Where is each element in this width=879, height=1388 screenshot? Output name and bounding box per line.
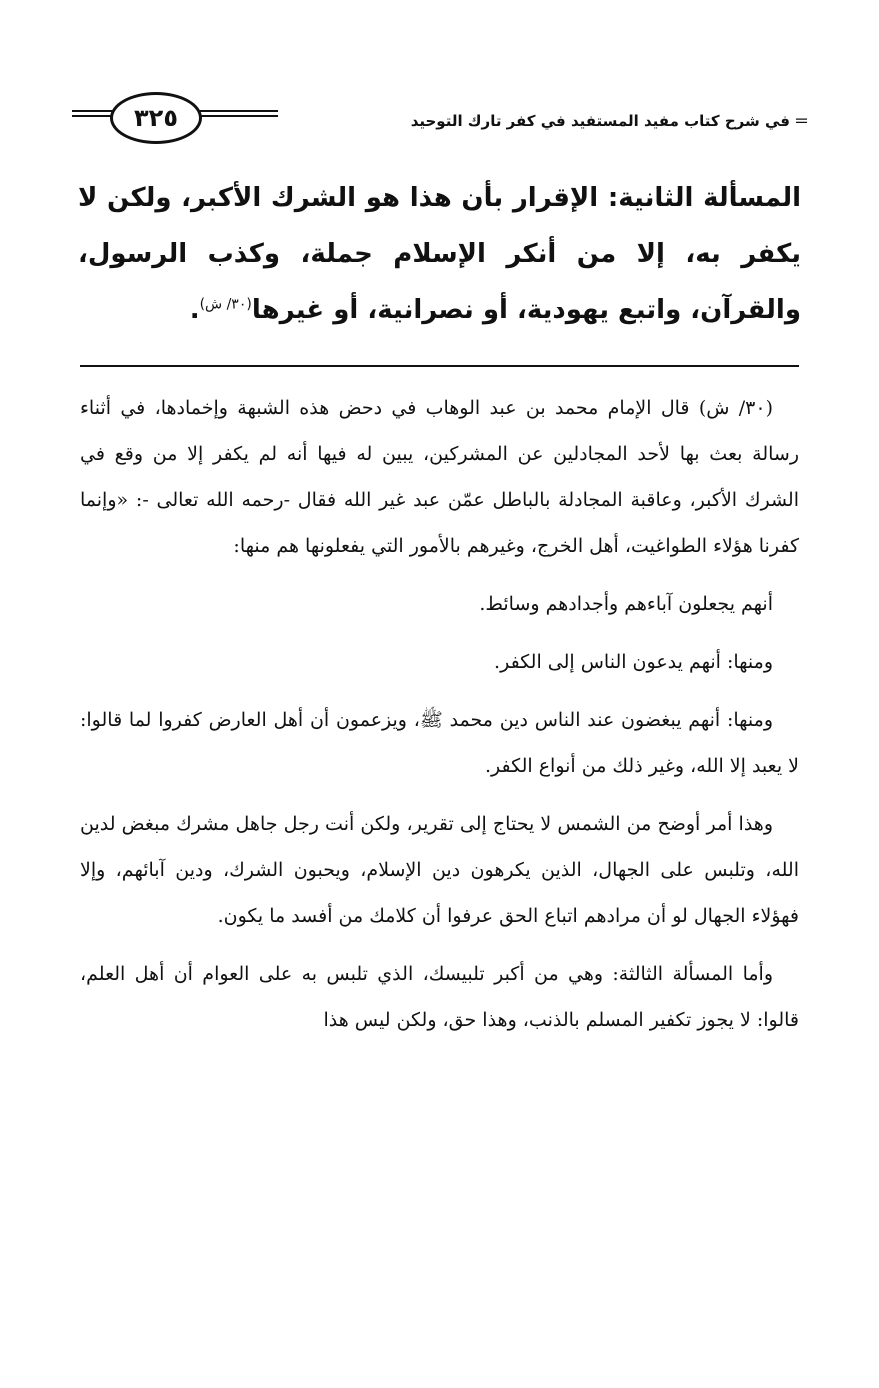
footnote-paragraph-1: (٣٠/ ش) قال الإمام محمد بن عبد الوهاب في دحض هذه الشبهة وإخمادها، في أثناء رسالة بعث بها لأحد المجادلين عن المشركين، يبين له فيها أنه لم يكفر إلا من وقع في الشرك الأكبر، وعاقبة المجادلة بالباطل عمّن عبد غير الله فقال -رحمه الله تعالى -: «وإنما كفرنا هؤلاء الطواغيت، أهل الخرج، وغيرهم بالأمور التي يفعلونها هم منها:	[80, 397, 799, 557]
footnote-paragraph-5: وهذا أمر أوضح من الشمس لا يحتاج إلى تقرير، ولكن أنت رجل جاهل مشرك مبغض لدين الله، وتلبس على الجهال، الذين يكرهون دين الإسلام، ويحبون الشرك، ودين آبائهم، وإلا فهؤلاء الجهال لو أن مرادهم اتباع الحق عرفوا أن كلامك من أفسد ما يكون.	[80, 813, 799, 927]
header-title-text: في شرح كتاب مفيد المستفيد في كفر تارك التوحيد	[410, 112, 790, 130]
page-number: ٣٢٥	[134, 104, 178, 132]
header-rule-left	[72, 110, 112, 124]
main-end: .	[189, 295, 200, 325]
header-title	[411, 110, 809, 131]
main-paragraph: المسألة الثانية: الإقرار بأن هذا هو الشرك الأكبر، ولكن لا يكفر به، إلا من أنكر الإسلام جملة، وكذب الرسول، والقرآن، واتبع يهودية، أو نصرانية، أو غيرها	[78, 183, 801, 325]
footnote-marker: (٣٠/ ش)	[199, 296, 252, 313]
footnote-paragraph-6: وأما المسألة الثالثة: وهي من أكبر تلبيسك، الذي تلبس به على العوام أن أهل العلم، قالوا: لا يجوز تكفير المسلم بالذنب، وهذا حق، ولكن ليس هذا	[80, 963, 799, 1031]
header-rule-right	[200, 110, 278, 124]
footnote-paragraph-2: أنهم يجعلون آباءهم وأجدادهم وسائط.	[479, 593, 773, 615]
footnote-section	[80, 365, 799, 1043]
page-number-oval	[110, 92, 202, 144]
running-header	[72, 88, 809, 150]
footnote-paragraph-4: ومنها: أنهم يبغضون عند الناس دين محمد ﷺ، ويزعمون أن أهل العارض كفروا لما قالوا: لا يعبد إلا الله، وغير ذلك من أنواع الكفر.	[80, 709, 799, 777]
header-dash-icon: ＝	[793, 112, 809, 130]
main-text	[78, 170, 801, 338]
footnote-paragraph-3: ومنها: أنهم يدعون الناس إلى الكفر.	[494, 651, 773, 673]
